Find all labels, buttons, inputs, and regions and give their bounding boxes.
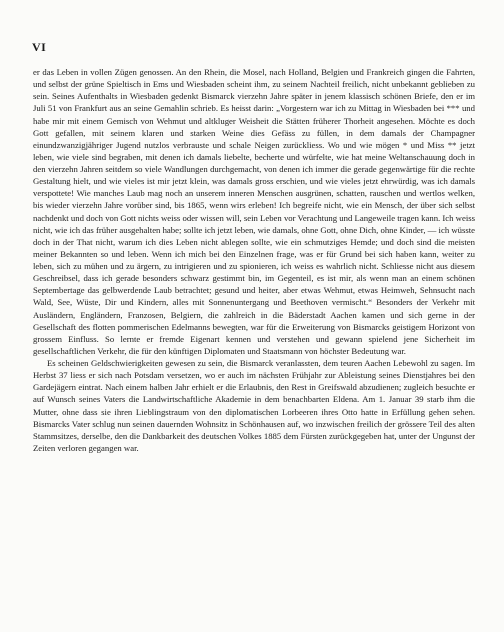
paragraph-2: Es scheinen Geldschwierigkeiten gewesen zu sein, die Bismarck veranlassten, dem teuren Aachen Lebewohl zu sagen. Im Herbst 37 liess er sich nach Potsdam versetzen, wo er auch im nächsten Frühjahr zur Ableistung seines Dienstjahres bei den Gardejägern eintrat. Nach einem halben Jahr erhielt er die Erlaubnis, den Rest in Greifswald abzudienen; zugleich besuchte er auf Wunsch seines Vaters die Landwirtschaftliche Akademie in dem benachbarten Eldena. Am 1. Januar 39 starb ihm die Mutter, ohne dass sie ihren Lieblingstraum von den diplomatischen Lorbeeren ihres Otto hatte in Erfüllung gehen sehen. Bismarcks Vater schlug nun seinen dauernden Wohnsitz in Schönhausen auf, wo inzwischen freilich der grössere Teil des alten Stammsitzes, derselbe, den die Dankbarkeit des deutschen Volkes 1885 dem Fürsten zurückgegeben hat, unter der Ungunst der Zeiten verloren gegangen war.	[33, 358, 475, 453]
paragraph-1: er das Leben in vollen Zügen genossen. An den Rhein, die Mosel, nach Holland, Belgien und Frankreich gingen die Fahrten, und selbst der grüne Spieltisch in Ems und Wiesbaden scheint ihm, zu seinem Nachteil freilich, nicht unbekannt geblieben zu sein. Seines Aufenthalts in Wiesbaden gedenkt Bismarck vierzehn Jahre später in jenem klassisch schönen Briefe, den er im Juli 51 von Frankfurt aus an seine Gemahlin schrieb. Es heisst darin: „Vorgestern war ich zu Mittag in Wiesbaden bei *** und habe mir mit einem Gemisch von Wehmut und altkluger Weisheit die Stätten früherer Thorheit angesehen. Möchte es doch Gott gefallen, mit seinem klaren und starken Weine dies Gefäss zu füllen, in dem damals der Champagner einundzwanzigjähriger Jugend nutzlos verbrauste und schale Neigen zurückliess. Wo und wie mögen * und Miss ** jetzt leben, wie viele sind begraben, mit denen ich damals liebelte, becherte und würfelte, wie hat meine Weltanschauung doch in den vierzehn Jahren seitdem so viele Wandlungen durchgemacht, von denen ich immer die gerade gegenwärtige für die rechte Gestaltung hielt, und wie vieles ist mir jetzt klein, was damals gross erschien, und wie vieles jetzt ehrwürdig, was ich damals verspottete! Wie manches Laub mag noch an unserem inneren Menschen ausgrünen, schatten, rauschen und wertlos welken, bis wieder vierzehn Jahre vorüber sind, bis 1865, wenn wirs erleben! Ich begreife nicht, wie ein Mensch, der über sich selbst nachdenkt und doch von Gott nichts weiss oder wissen will, sein Leben vor Verachtung und Langeweile tragen kann. Ich weiss nicht, wie ich das früher ausgehalten habe; sollte ich jetzt leben, wie damals, ohne Gott, ohne Dich, ohne Kinder, — ich wüsste doch in der That nicht, warum ich dies Leben nicht ablegen sollte, wie ein schmutziges Hemde; und doch sind die meisten meiner Bekannten so und leben. Wenn ich mich bei den Einzelnen frage, was er für Grund bei sich haben kann, weiter zu leben, sich zu mühen und zu ärgern, zu intrigieren und zu spionieren, ich weiss es wahrlich nicht. Schliesse nicht aus diesem Geschreibsel, dass ich gerade besonders schwarz gestimmt bin, im Gegenteil, es ist mir, als wenn man an einem schönen Septembertage das gelbwerdende Laub betrachtet; gesund und heiter, aber etwas Wehmut, etwas Heimweh, Sehnsucht nach Wald, See, Wüste, Dir und Kindern, alles mit Sonnenuntergang und Beethoven vermischt.“ Besonders der Verkehr mit Ausländern, Engländern, Franzosen, Belgiern, die zahlreich in die Bäderstadt Aachen kamen und sich gerne in der Gesellschaft des flotten pommerischen Edelmanns bewegten, war für die Erweiterung von Bismarcks geistigem Horizont von grossem Einfluss. So lernte er fremde Eigenart kennen und verstehen und gewann spielend jene Sicherheit im gesellschaftlichen Verkehr, die für den künftigen Diplomaten und Staatsmann von höchster Bedeutung war.	[33, 67, 475, 356]
page-number: VI	[32, 40, 47, 54]
body-text	[33, 66, 475, 454]
